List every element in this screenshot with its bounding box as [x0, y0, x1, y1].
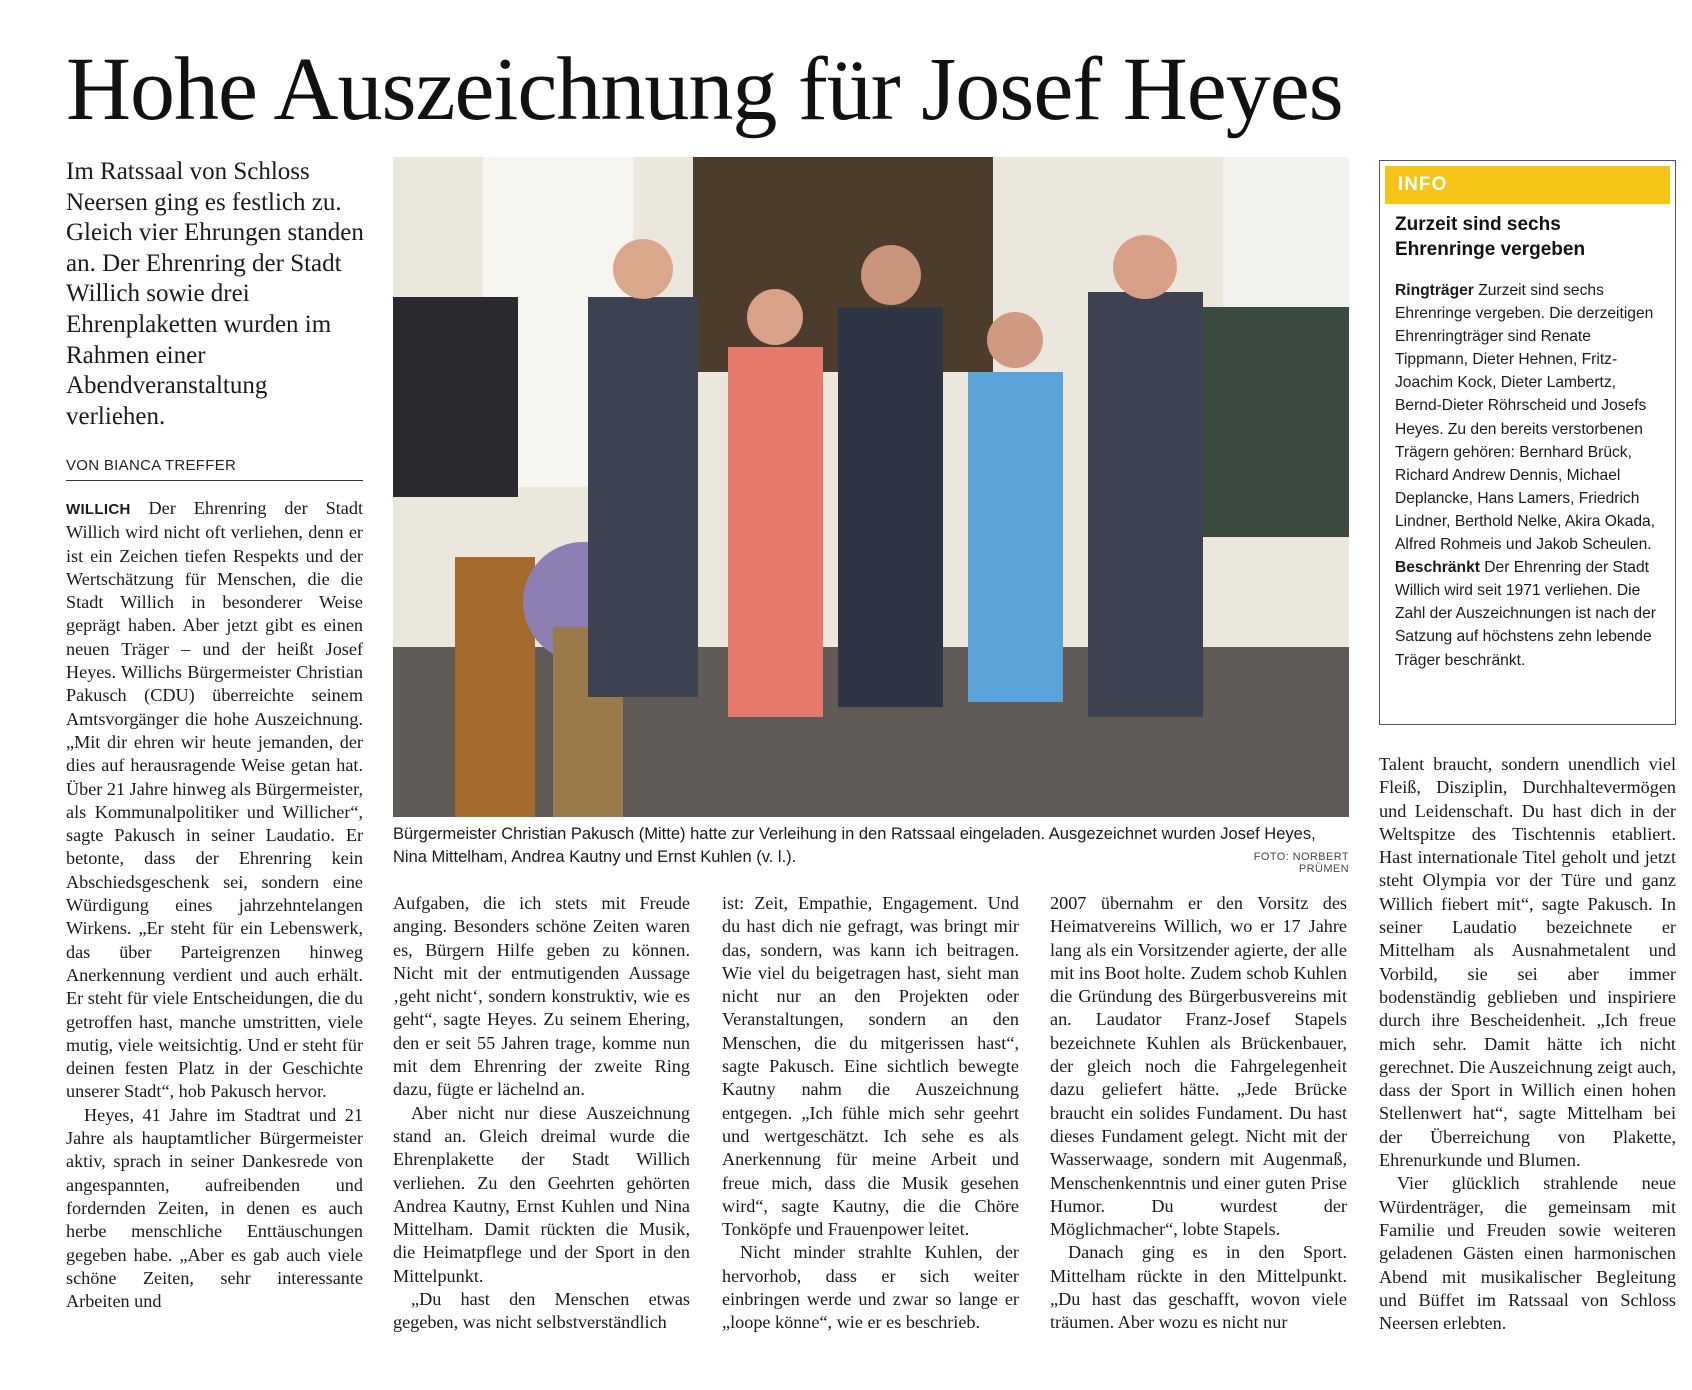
photo-person-4-body: [968, 372, 1063, 702]
info-box: [1379, 160, 1676, 725]
photo-person-3-body: [838, 307, 943, 707]
body-column-3: [722, 892, 1019, 1335]
photo-credit: FOTO: NORBERT PRÜMEN: [1253, 851, 1349, 875]
article-photo: [393, 157, 1349, 817]
info-section: Ringträger Zurzeit sind sechs Ehrenringe vergeben. Die derzeitigen Ehrenringträger sind Renate Tippmann, Dieter Hehnen, Fritz-Joachim Kock, Dieter Lambertz, Bernd-Dieter Röhrscheid und Josefs Heyes. Zu den bereits verstorbenen Trägern gehören: Bernhard Brück, Richard Andrew Dennis, Michael Deplancke, Hans Lamers, Friedrich Lindner, Berthold Nelke, Akira Okada, Alfred Rohmeis und Jakob Scheulen.: [1395, 282, 1656, 554]
photo-person-4-head: [987, 312, 1043, 368]
info-tag: [1385, 166, 1670, 204]
body-paragraph: Aufgaben, die ich stets mit Freude anging. Besonders schöne Zeiten waren es, Bürgern Hilfe geben zu können. Nicht mit der entmutigenden Aussage ‚geht nicht‘, sondern konstruktiv, wie es geht“, sagte Heyes. Zu seinem Ehering, den er seit 55 Jahren trage, komme nun mit dem Ehrenring der zweite Ring dazu, fügte er lächelnd an.: [393, 893, 690, 1100]
body-paragraph: Heyes, 41 Jahre im Stadtrat und 21 Jahre als hauptamtlicher Bürgermeister aktiv, sprach in seiner Dankesrede von angespannten, aufreibenden und fordernden Zeiten, in denen es auch herbe menschliche Enttäuschungen gegeben habe. „Aber es gab auch viele schöne Zeiten, sehr interessante Arbeiten und: [66, 1104, 363, 1312]
body-paragraph: 2007 übernahm er den Vorsitz des Heimatvereins Willich, wo er 17 Jahre lang als ein Vorsitzender agierte, der alle mit ins Boot holte. Zudem schob Kuhlen die Gründung des Bürgerbusvereins mit an. Laudator Franz-Josef Stapels bezeichnete Kuhlen als Brückenbauer, der gleich noch die Fahrgelegenheit dazu geliefert hätte. „Jede Brücke braucht ein solides Fundament. Du hast dieses Fundament gelegt. Nicht mit der Wasserwaage, sondern mit Augenmaß, Menschenkenntnis und einer guten Prise Humor. Du wurdest der Möglichmacher“, lobte Stapels.: [1050, 893, 1347, 1240]
article-headline: Hohe Auszeichnung für Josef Heyes: [66, 40, 1343, 139]
dateline: WILLICH: [66, 501, 131, 518]
body-column-4: [1050, 892, 1347, 1335]
info-section: Beschränkt Der Ehrenring der Stadt Willich wird seit 1971 verliehen. Die Zahl der Auszeichnungen ist nach der Satzung auf höchstens zehn lebende Träger beschränkt.: [1395, 559, 1656, 669]
photo-person-2-head: [747, 289, 803, 345]
info-section-label: Ringträger: [1395, 282, 1474, 299]
photo-person-5-head: [1113, 235, 1177, 299]
info-body: [1395, 279, 1667, 672]
body-column-5: [1379, 753, 1676, 1335]
body-paragraph: Talent braucht, sondern unendlich viel Fleiß, Disziplin, Durchhaltevermögen und Leidenschaft. Du hast dich in der Weltspitze des Tischtennis etabliert. Hast internationale Titel geholt und jetzt steht Olympia vor der Türe und ganz Willich fiebert mit“, sagte Pakusch. In seiner Laudatio bezeichnete er Mittelham als Ausnahmetalent und Vorbild, sie sei aber immer bodenständig geblieben und inspiriere durch ihre Bescheidenheit. „Ich freue mich sehr. Damit hätte ich nicht gerechnet. Die Auszeichnung zeigt auch, dass der Sport in Willich einen hohen Stellenwert hat“, sagte Mittelham bei der Überreichung von Plakette, Ehrenurkunde und Blumen.: [1379, 754, 1676, 1171]
photo-person-5-body: [1088, 292, 1203, 717]
photo-person-1-body: [588, 297, 698, 697]
info-section-label: Beschränkt: [1395, 559, 1480, 577]
photo-easel-left: [393, 297, 518, 497]
body-paragraph: Vier glücklich strahlende neue Würdenträger, die gemeinsam mit Familie und Freuden sowie weiteren geladenen Gästen einen harmonischen Abend mit musikalischer Begleitung und Büffet im Ratssaal von Schloss Neersen erlebten.: [1379, 1173, 1676, 1334]
info-title: Zurzeit sind sechs Ehrenringe vergeben: [1395, 214, 1586, 260]
body-column-2: [393, 892, 690, 1335]
article-lead: Im Ratssaal von Schloss Neersen ging es festlich zu. Gleich vier Ehrungen standen an. Der Ehrenring der Stadt Willich sowie drei Ehrenplaketten wurden im Rahmen einer Abendveranstaltung verliehen.: [66, 158, 364, 430]
photo-person-2-body: [728, 347, 823, 717]
body-column-1: [66, 497, 363, 1313]
body-paragraph: „Du hast den Menschen etwas gegeben, was nicht selbstverständlich: [393, 1289, 690, 1333]
photo-easel-right: [1188, 307, 1349, 537]
body-paragraph: Nicht minder strahlte Kuhlen, der hervorhob, dass er sich weiter einbringen werde und zwar so lange er „loope könne“, wie er es beschrieb.: [722, 1242, 1019, 1333]
photo-caption: Bürgermeister Christian Pakusch (Mitte) hatte zur Verleihung in den Ratssaal eingeladen. Ausgezeichnet wurden Josef Heyes, Nina Mittelham, Andrea Kautny und Ernst Kuhlen (v. l.).: [393, 825, 1316, 866]
body-paragraph: WILLICH Der Ehrenring der Stadt Willich wird nicht oft verliehen, denn er ist ein Zeichen tiefen Respekts und der Wertschätzung für Menschen, die die Stadt Willich in besonderer Weise geprägt haben. Aber jetzt gibt es einen neuen Träger – und der heißt Josef Heyes. Willichs Bürgermeister Christian Pakusch (CDU) überreichte seinem Amtsvorgänger die hohe Auszeichnung. „Mit dir ehren wir heute jemanden, der dies auf herausragende Weise getan hat. Über 21 Jahre hinweg als Bürgermeister, als Kommunalpolitiker und Willicher“, sagte Pakusch in seiner Laudatio. Er betonte, dass der Ehrenring kein Abschiedsgeschenk sei, sondern eine Würdigung eines jahrzehntelangen Wirkens. „Er steht für ein Lebenswerk, das über Parteigrenzen hinweg Anerkennung verdient und auch erhält. Er steht für viele Entscheidungen, die du getroffen hast, manche umstritten, viele mutig, viele weitsichtig. Und er steht für deinen festen Platz in der Geschichte unserer Stadt“, hob Pakusch hervor.: [66, 498, 363, 1102]
photo-flower-stand: [455, 557, 535, 817]
body-paragraph: Danach ging es in den Sport. Mittelham rückte in den Mittelpunkt. „Du hast das geschafft, wovon viele träumen. Aber wozu es nicht nur: [1050, 1242, 1347, 1333]
photo-person-1-head: [613, 239, 673, 299]
photo-person-3-head: [861, 245, 921, 305]
body-paragraph: ist: Zeit, Empathie, Engagement. Und du hast dich nie gefragt, was bringt mir das, sondern, was kann ich beitragen. Wie viel du beigetragen hast, sieht man nicht nur an den Projekten oder Veranstaltungen, sondern an den Menschen, die du mitgerissen hast“, sagte Pakusch. Eine sichtlich bewegte Kautny nahm die Auszeichnung entgegen. „Ich fühle mich sehr geehrt und wertgeschätzt. Ich sehe es als Anerkennung für meine Arbeit und freue mich, dass die Musik gesehen wird“, sagte Kautny, die die Chöre Tonköpfe und Frauenpower leitet.: [722, 893, 1019, 1240]
body-paragraph: Aber nicht nur diese Auszeichnung stand an. Gleich dreimal wurde die Ehrenplakette der Stadt Willich verliehen. Zu den Geehrten gehörten Andrea Kautny, Ernst Kuhlen und Nina Mittelham. Damit rückten die Musik, die Heimatpflege und der Sport in den Mittelpunkt.: [393, 1102, 690, 1286]
byline: VON BIANCA TREFFER: [66, 457, 363, 481]
info-tag-label: INFO: [1398, 174, 1448, 195]
award-ceremony-photo: [393, 157, 1349, 817]
